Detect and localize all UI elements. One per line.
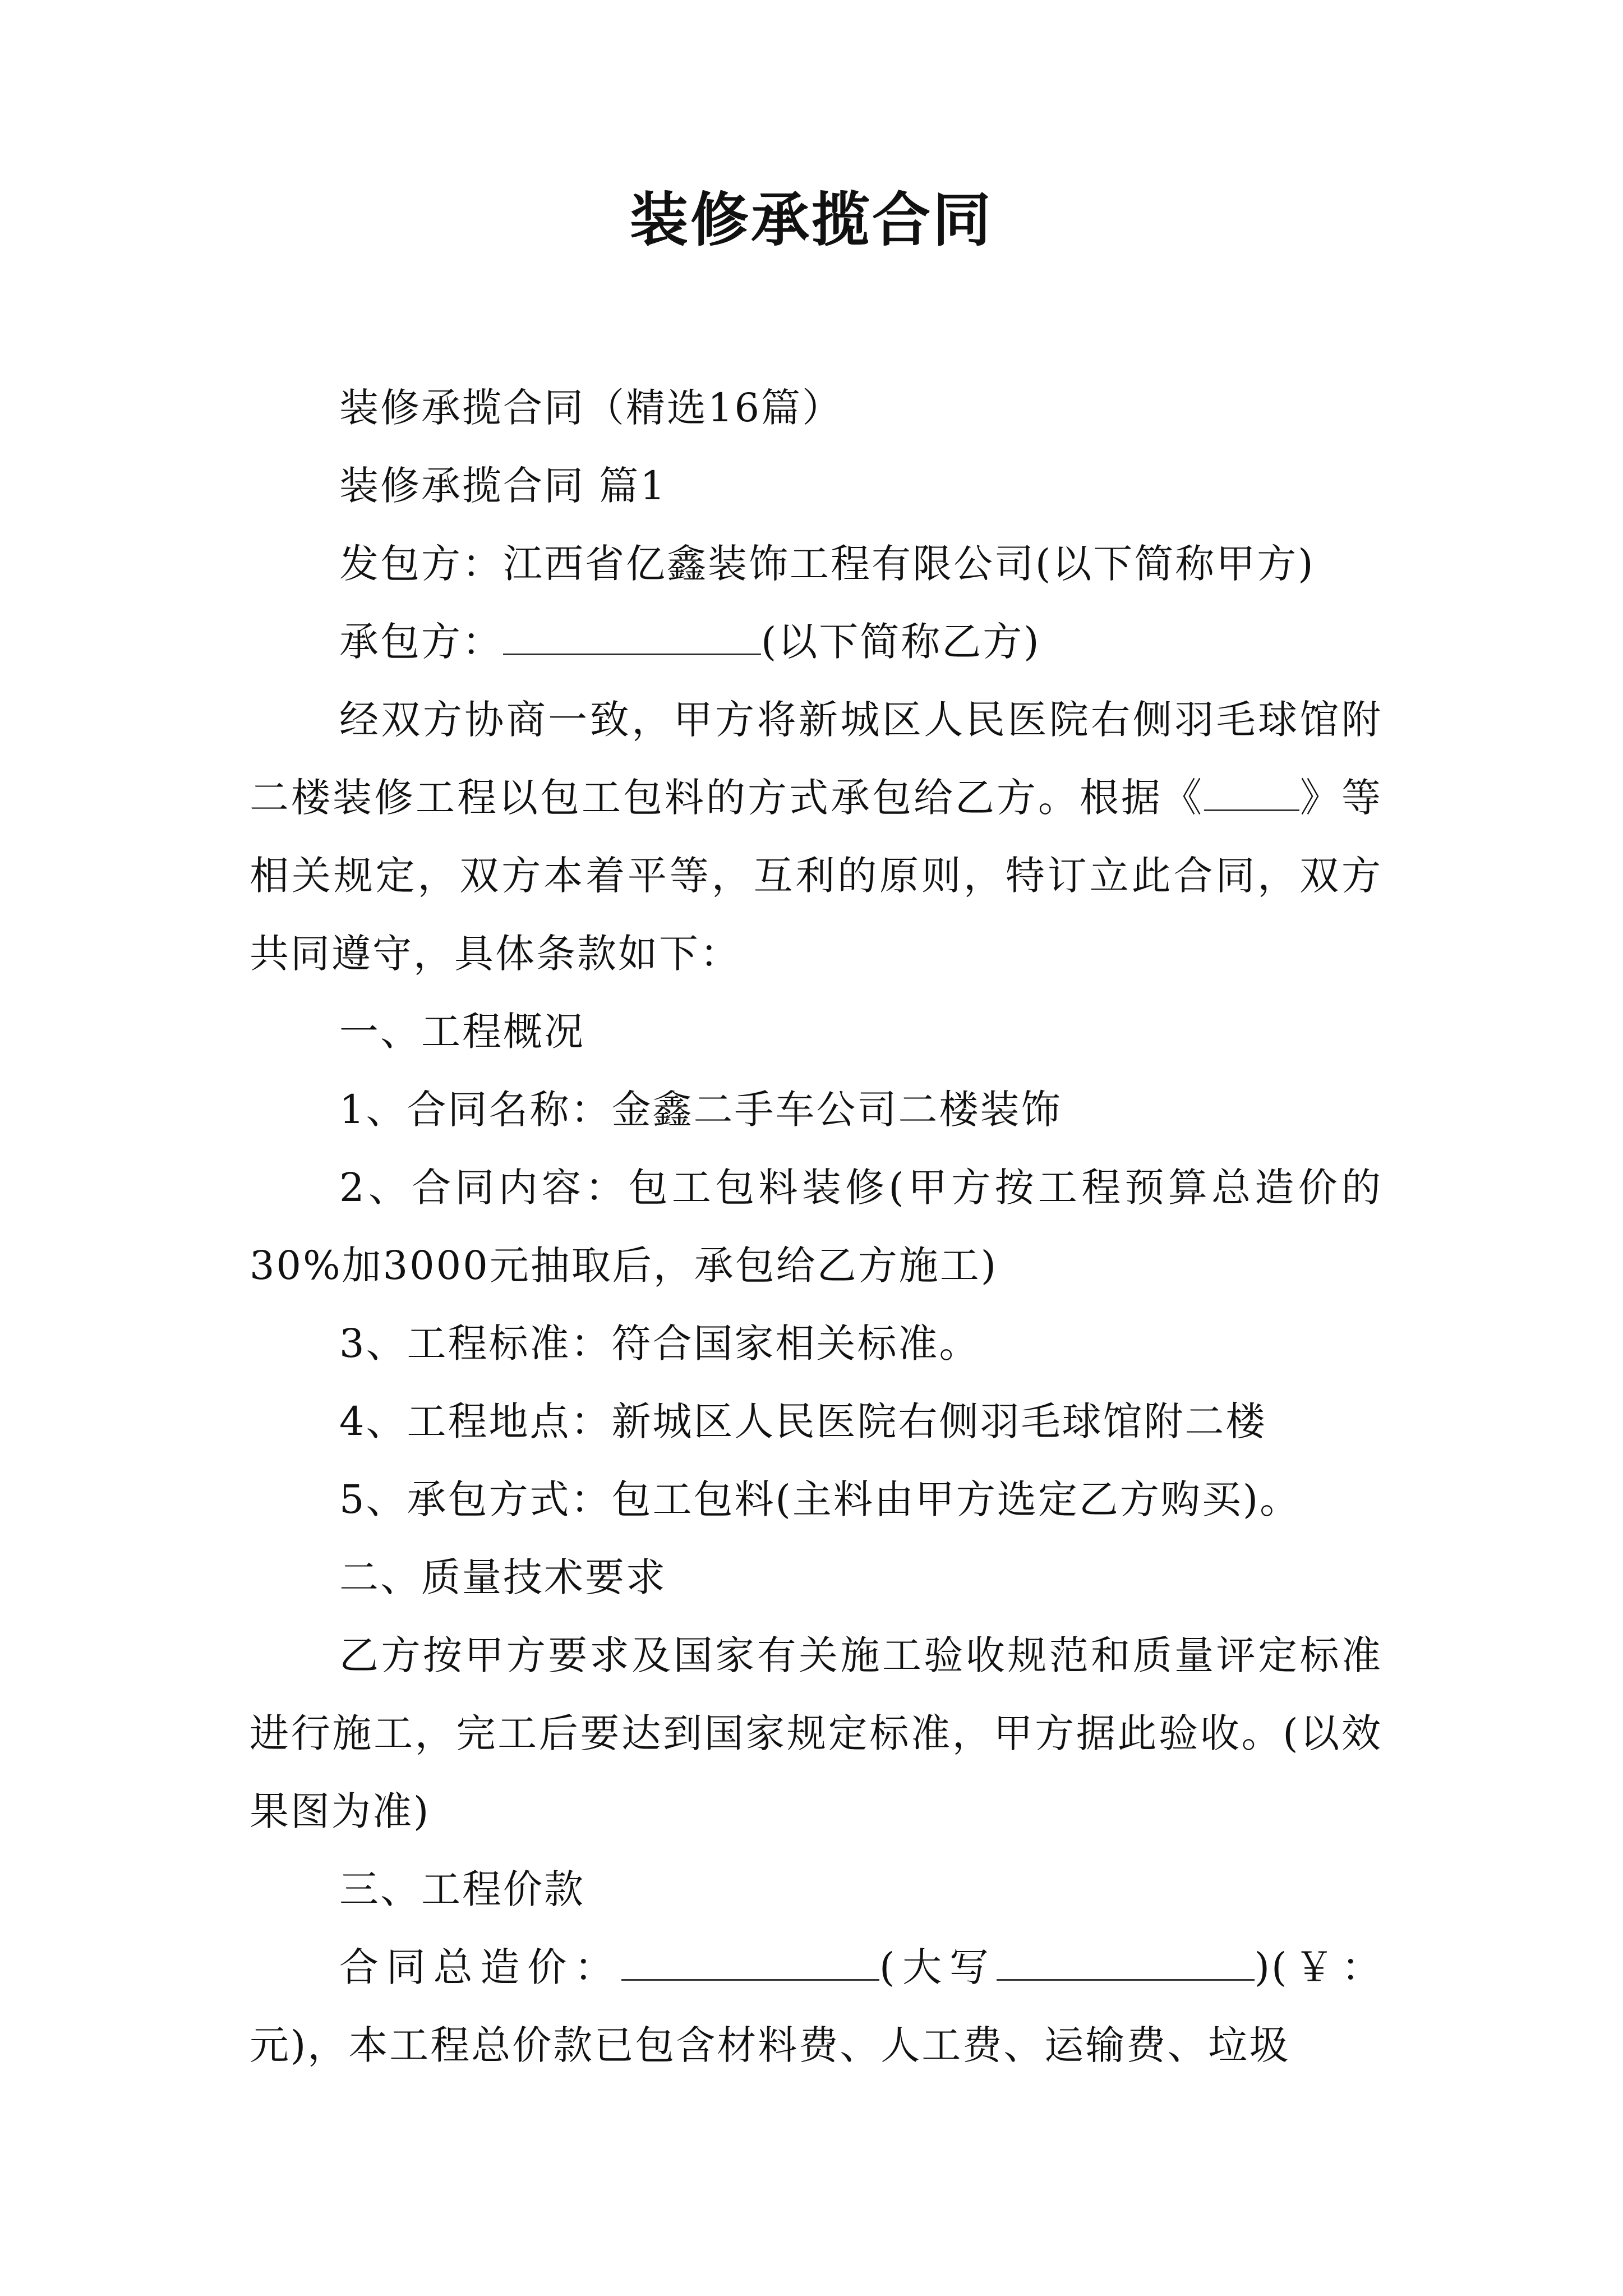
party-b-blank-line (503, 620, 761, 655)
paragraph-agreement (250, 681, 1382, 993)
capital-amount-label: (大写 (879, 1944, 997, 1990)
paragraph-subtitle: 装修承揽合同（精选16篇） (339, 385, 843, 431)
regulation-blank-line (1204, 776, 1299, 811)
capital-amount-blank-line (997, 1945, 1255, 1981)
total-price-blank-line (621, 1945, 879, 1981)
total-price-label: 合同总造价： (339, 1944, 621, 1990)
party-b-label: 承包方： (339, 619, 503, 665)
agreement-text-after: 》等相关规定，双方本着平等，互利的原则，特订立此合同，双方共同遵守，具体条款如下： (250, 775, 1382, 977)
paragraph-total-price (250, 1929, 1382, 2085)
document-body (250, 369, 1382, 2085)
paragraph-party-a: 发包方：江西省亿鑫装饰工程有限公司(以下简称甲方) (339, 541, 1315, 587)
item-contract-content: 2、合同内容：包工包料装修(甲方按工程预算总造价的30%加3000元抽取后，承包给乙方施工) (250, 1165, 1382, 1289)
heading-project-price: 三、工程价款 (339, 1866, 585, 1912)
party-b-note: (以下简称乙方) (761, 619, 1041, 665)
item-contract-method: 5、承包方式：包工包料(主料由甲方选定乙方购买)。 (339, 1476, 1301, 1522)
paragraph-party-b (250, 603, 1382, 681)
paragraph-quality-standard: 乙方按甲方要求及国家有关施工验收规范和质量评定标准进行施工，完工后要达到国家规定标准，甲方据此验收。(以效果图为准) (250, 1632, 1382, 1834)
item-project-standard: 3、工程标准：符合国家相关标准。 (339, 1320, 980, 1366)
paragraph-section-heading: 装修承揽合同 篇1 (339, 463, 667, 509)
item-contract-name: 1、合同名称：金鑫二手车公司二楼装饰 (339, 1087, 1062, 1133)
document-title: 装修承揽合同 (629, 185, 993, 254)
item-project-location: 4、工程地点：新城区人民医院右侧羽毛球馆附二楼 (339, 1398, 1267, 1444)
heading-project-overview: 一、工程概况 (339, 1009, 585, 1055)
heading-quality-requirements: 二、质量技术要求 (339, 1554, 667, 1600)
total-price-note: )(￥：元)，本工程总价款已包含材料费、人工费、运输费、垃圾 (250, 1944, 1383, 2068)
agreement-text-before: 经双方协商一致，甲方将新城区人民医院右侧羽毛球馆附二楼装修工程以包工包料的方式承包给乙方。根据《 (250, 697, 1382, 821)
